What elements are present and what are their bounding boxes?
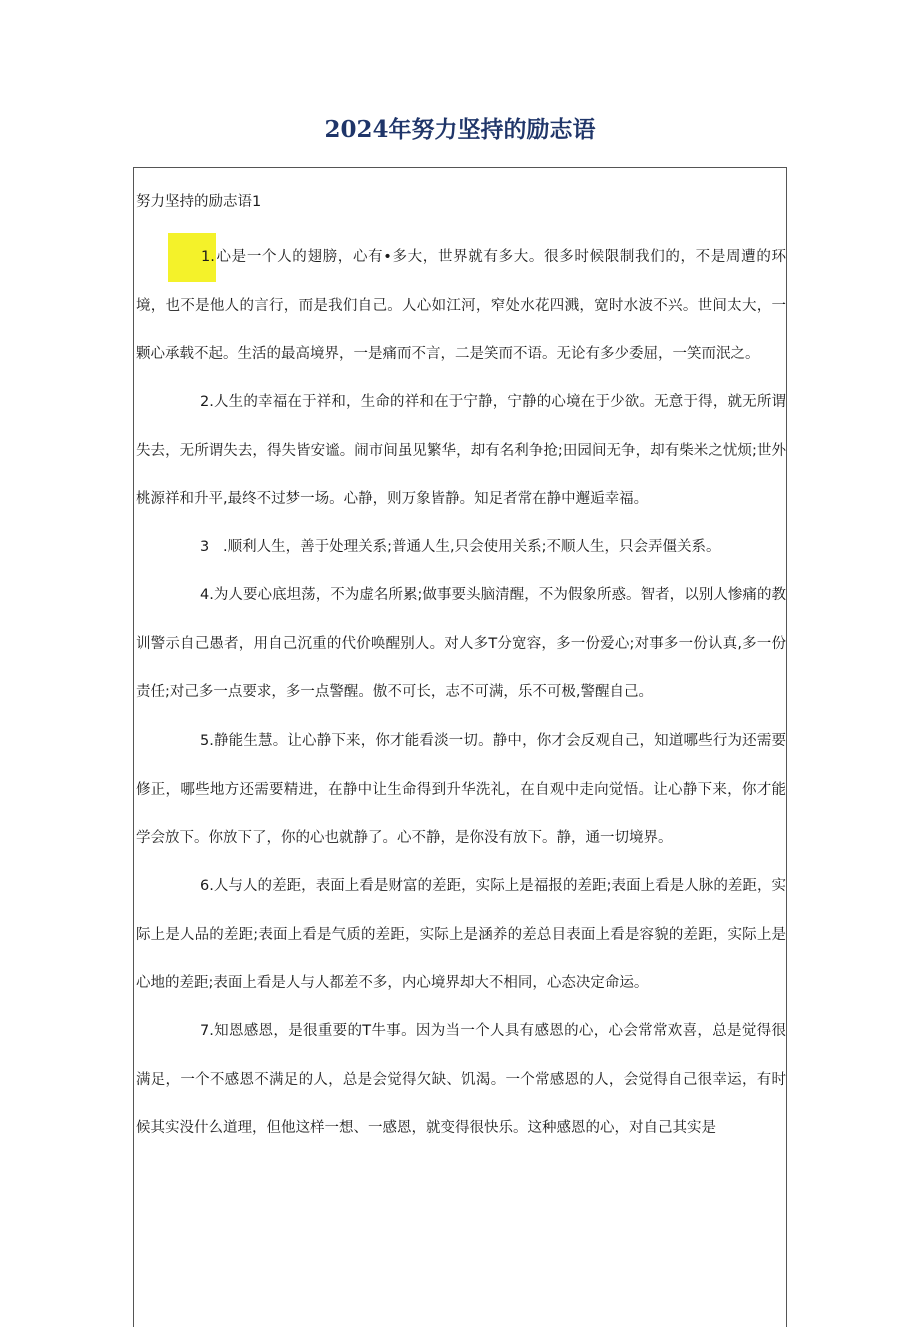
quote-item-4 xyxy=(136,571,786,717)
document-title: 2024年努力坚持的励志语 xyxy=(324,116,596,143)
item-text: .为人要心底坦荡，不为虚名所累;做事要头脑清醒，不为假象所惑。智者，以别人惨痛的教训警示自己愚者，用自己沉重的代价唤醒别人。对人多T分宽容，多一份爱心;对事多一份认真,多一份责任;对己多一点要求，多一点警醒。傲不可长，志不可满，乐不可极,警醒自己。 xyxy=(136,587,786,700)
quote-item-7 xyxy=(136,1007,786,1153)
item-number-highlighted: 1. xyxy=(168,233,216,282)
item-number: 7 xyxy=(200,1023,210,1039)
quote-item-1 xyxy=(136,233,786,379)
quote-item-5 xyxy=(136,717,786,863)
content-frame xyxy=(133,167,787,1327)
item-text: .人与人的差距，表面上看是财富的差距，实际上是福报的差距;表面上看是人脉的差距，实际上是人品的差距;表面上看是气质的差距，实际上是涵养的差总目表面上看是容貌的差距，实际上是心地的差距;表面上看是人与人都差不多，内心境界却大不相同，心态决定命运。 xyxy=(136,878,786,991)
section-heading: 努力坚持的励志语1 xyxy=(136,194,262,210)
item-number: 3 xyxy=(200,539,210,555)
item-text: .静能生慧。让心静下来，你才能看淡一切。静中，你才会反观自己，知道哪些行为还需要修正，哪些地方还需要精进，在静中让生命得到升华洗礼，在自观中走向觉悟。让心静下来，你才能学会放下。你放下了，你的心也就静了。心不静，是你没有放下。静，通一切境界。 xyxy=(136,733,786,846)
item-number: 2 xyxy=(200,394,210,410)
item-text: .知恩感恩，是很重要的T牛事。因为当一个人具有感恩的心，心会常常欢喜，总是觉得很满足，一个不感恩不满足的人，总是会觉得欠缺、饥渴。一个常感恩的人，会觉得自己很幸运，有时候其实没什么道理，但他这样一想、一感恩，就变得很快乐。这种感恩的心，对自己其实是 xyxy=(136,1023,786,1136)
item-text: 心是一个人的翅膀，心有•多大，世界就有多大。很多时候限制我们的，不是周遭的环境，也不是他人的言行，而是我们自己。人心如江河，窄处水花四溅，宽时水波不兴。世间太大，一颗心承载不起。生活的最高境界，一是痛而不言，二是笑而不语。无论有多少委屈，一笑而泯之。 xyxy=(136,249,786,362)
item-number: 4 xyxy=(200,587,210,603)
item-number: 6 xyxy=(200,878,210,894)
item-number: 5 xyxy=(200,733,210,749)
item-text: .人生的幸福在于祥和，生命的祥和在于宁静，宁静的心境在于少欲。无意于得，就无所谓失去，无所谓失去，得失皆安谧。闹市间虽见繁华，却有名利争抢;田园间无争，却有柴米之忧烦;世外桃源祥和升平,最终不过梦一场。心静，则万象皆静。知足者常在静中邂逅幸福。 xyxy=(136,394,786,507)
quote-item-6 xyxy=(136,862,786,1008)
quote-item-3 xyxy=(136,523,786,572)
quote-item-2 xyxy=(136,378,786,524)
item-text: .顺利人生，善于处理关系;普通人生,只会使用关系;不顺人生，只会弄僵关系。 xyxy=(209,539,721,555)
